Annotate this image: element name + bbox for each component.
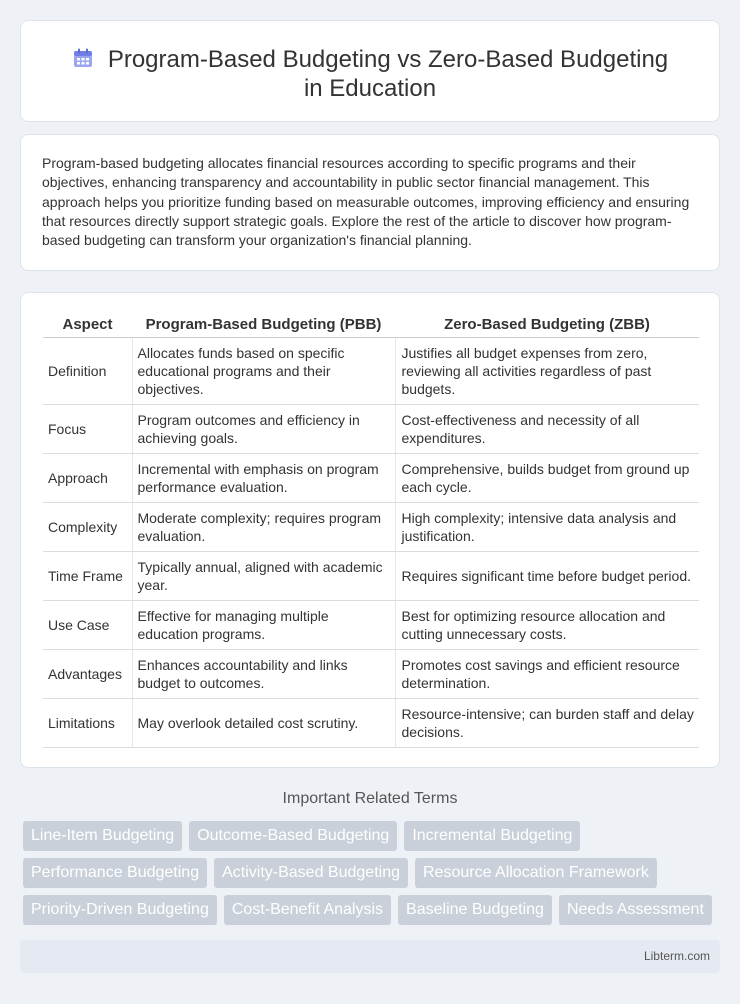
aspect-cell: Approach <box>43 453 132 502</box>
footer <box>20 940 720 973</box>
footer-site-link[interactable]: Libterm.com <box>643 949 710 963</box>
aspect-cell: Focus <box>43 404 132 453</box>
tag-row <box>23 821 723 851</box>
related-term-tag[interactable]: Priority-Driven Budgeting <box>23 895 217 925</box>
related-term-tag[interactable]: Activity-Based Budgeting <box>214 858 408 888</box>
aspect-cell: Advantages <box>43 649 132 698</box>
pbb-cell: Enhances accountability and links budget to outcomes. <box>132 649 395 698</box>
aspect-cell: Definition <box>43 337 132 404</box>
page-title-wrap <box>21 45 719 103</box>
comparison-card <box>20 292 720 768</box>
zbb-cell: Resource-intensive; can burden staff and delay decisions. <box>395 698 699 747</box>
table-row <box>43 337 699 404</box>
aspect-cell: Complexity <box>43 502 132 551</box>
zbb-cell: High complexity; intensive data analysis and justification. <box>395 502 699 551</box>
related-term-tag[interactable]: Cost-Benefit Analysis <box>224 895 391 925</box>
header-aspect: Aspect <box>43 314 132 337</box>
zbb-cell: Promotes cost savings and efficient resource determination. <box>395 649 699 698</box>
table-row <box>43 502 699 551</box>
pbb-cell: May overlook detailed cost scrutiny. <box>132 698 395 747</box>
tag-row <box>23 858 723 888</box>
aspect-cell: Use Case <box>43 600 132 649</box>
header-zbb: Zero-Based Budgeting (ZBB) <box>395 314 699 337</box>
table-header-row <box>43 314 699 337</box>
pbb-cell: Program outcomes and efficiency in achieving goals. <box>132 404 395 453</box>
comparison-table <box>43 314 699 748</box>
zbb-cell: Justifies all budget expenses from zero, reviewing all activities regardless of past budgets. <box>395 337 699 404</box>
zbb-cell: Requires significant time before budget period. <box>395 551 699 600</box>
table-row <box>43 649 699 698</box>
table-row <box>43 698 699 747</box>
related-terms-list <box>23 821 723 932</box>
pbb-cell: Typically annual, aligned with academic year. <box>132 551 395 600</box>
table-row <box>43 551 699 600</box>
related-term-tag[interactable]: Performance Budgeting <box>23 858 207 888</box>
related-term-tag[interactable]: Incremental Budgeting <box>404 821 580 851</box>
zbb-cell: Best for optimizing resource allocation and cutting unnecessary costs. <box>395 600 699 649</box>
related-term-tag[interactable]: Resource Allocation Framework <box>415 858 657 888</box>
table-row <box>43 453 699 502</box>
pbb-cell: Moderate complexity; requires program evaluation. <box>132 502 395 551</box>
table-row <box>43 404 699 453</box>
related-term-tag[interactable]: Needs Assessment <box>559 895 712 925</box>
intro-card <box>20 134 720 271</box>
related-term-tag[interactable]: Baseline Budgeting <box>398 895 552 925</box>
table-row <box>43 600 699 649</box>
page-title: Program-Based Budgeting vs Zero-Based Budgeting in Education <box>107 46 669 102</box>
title-card <box>20 20 720 122</box>
intro-paragraph: Program-based budgeting allocates financial resources according to specific programs and their objectives, enhancing transparency and accountability in public sector financial management. This approach helps you prioritize funding based on measurable outcomes, improving efficiency and ensuring that resources directly support strategic goals. Explore the rest of the article to discover how program-based budgeting can transform your organization's financial planning. <box>42 155 690 249</box>
pbb-cell: Incremental with emphasis on program performance evaluation. <box>132 453 395 502</box>
pbb-cell: Allocates funds based on specific educational programs and their objectives. <box>132 337 395 404</box>
related-terms-title: Important Related Terms <box>282 790 458 807</box>
pbb-cell: Effective for managing multiple education programs. <box>132 600 395 649</box>
related-term-tag[interactable]: Outcome-Based Budgeting <box>189 821 397 851</box>
aspect-cell: Limitations <box>43 698 132 747</box>
zbb-cell: Comprehensive, builds budget from ground up each cycle. <box>395 453 699 502</box>
related-term-tag[interactable]: Line-Item Budgeting <box>23 821 182 851</box>
aspect-cell: Time Frame <box>43 551 132 600</box>
calendar-icon <box>72 47 94 69</box>
tag-row <box>23 895 723 925</box>
header-pbb: Program-Based Budgeting (PBB) <box>132 314 395 337</box>
zbb-cell: Cost-effectiveness and necessity of all expenditures. <box>395 404 699 453</box>
